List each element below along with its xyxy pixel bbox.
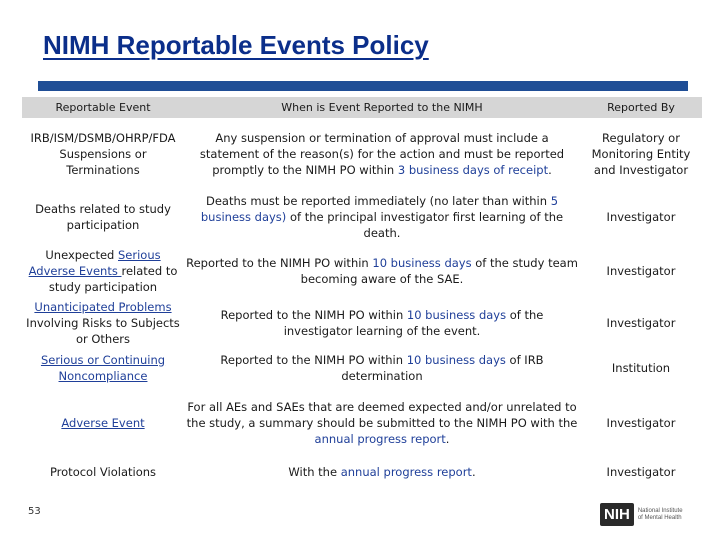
event-cell bbox=[22, 349, 184, 387]
reported-by-cell: Investigator bbox=[606, 464, 676, 479]
event-text: IRB/ISM/DSMB/OHRP/FDA Suspensions or Terminations bbox=[30, 130, 176, 177]
header-reported-by: Reported By bbox=[580, 97, 702, 119]
when-highlight: 3 business days of receipt bbox=[397, 162, 549, 177]
when-cell bbox=[184, 459, 580, 485]
logo-text-line2: of Mental Health bbox=[637, 514, 682, 521]
when-text-end: of the study team becoming aware of the SAE. bbox=[300, 255, 578, 286]
when-text: Reported to the NIMH PO within bbox=[186, 255, 373, 270]
when-highlight: annual progress report bbox=[340, 464, 472, 479]
logo-text-line1: National Institute bbox=[637, 507, 683, 514]
event-cell bbox=[22, 245, 184, 297]
title-divider-bar bbox=[38, 81, 688, 91]
event-cell bbox=[22, 387, 184, 459]
reported-by-cell: Investigator bbox=[606, 209, 676, 224]
when-text: Reported to the NIMH PO within bbox=[220, 307, 407, 322]
table-row bbox=[22, 387, 702, 459]
when-highlight: 5 business days) bbox=[200, 193, 559, 224]
slide-title: NIMH Reportable Events Policy bbox=[43, 30, 429, 60]
table-row bbox=[22, 297, 702, 349]
event-cell bbox=[22, 189, 184, 245]
when-text-end: . bbox=[445, 431, 450, 446]
when-cell bbox=[184, 387, 580, 459]
when-text-end: . bbox=[471, 464, 476, 479]
unanticipated-problems-link[interactable]: Unanticipated Problems bbox=[34, 299, 172, 314]
header-when-reported: When is Event Reported to the NIMH bbox=[184, 97, 580, 119]
when-cell bbox=[184, 189, 580, 245]
when-highlight: 10 business days bbox=[406, 307, 507, 322]
when-text: With the bbox=[288, 464, 341, 479]
table-row bbox=[22, 459, 702, 485]
event-text: Protocol Violations bbox=[49, 464, 157, 479]
when-cell bbox=[184, 245, 580, 297]
event-text-end: Involving Risks to Subjects or Others bbox=[26, 315, 180, 346]
nimh-logo bbox=[600, 501, 712, 528]
reported-by-cell: Investigator bbox=[606, 315, 676, 330]
when-highlight: 10 business days bbox=[372, 255, 472, 270]
reported-by-cell: Institution bbox=[611, 360, 671, 375]
when-cell bbox=[184, 119, 580, 189]
adverse-event-link[interactable]: Adverse Event bbox=[61, 415, 145, 430]
when-text-end: of IRB determination bbox=[341, 352, 544, 383]
when-highlight: annual progress report bbox=[314, 431, 446, 446]
event-text-end: related to study participation bbox=[48, 263, 178, 294]
when-text: Deaths must be reported immediately (no later than within bbox=[205, 193, 551, 208]
when-text: For all AEs and SAEs that are deemed expected and/or unrelated to the study, a summary should be submitted to the NIMH PO with the bbox=[186, 399, 578, 430]
event-text: Deaths related to study participation bbox=[35, 201, 171, 232]
header-reportable-event: Reportable Event bbox=[22, 97, 184, 119]
serious-adverse-events-link[interactable]: Serious Adverse Events bbox=[28, 247, 161, 278]
when-text-end: of the investigator learning of the event. bbox=[283, 307, 544, 338]
reported-by-cell: Regulatory or Monitoring Entity and Investigator bbox=[591, 130, 691, 177]
event-text: Unexpected bbox=[45, 247, 118, 262]
when-text: Reported to the NIMH PO within bbox=[220, 352, 407, 367]
serious-continuing-noncompliance-link[interactable]: Serious or Continuing Noncompliance bbox=[40, 352, 166, 383]
event-cell bbox=[22, 119, 184, 189]
reportable-events-table bbox=[22, 97, 702, 485]
when-highlight: 10 business days bbox=[406, 352, 506, 367]
table-row bbox=[22, 189, 702, 245]
reported-by-cell: Investigator bbox=[606, 415, 676, 430]
when-text-end: . bbox=[548, 162, 552, 177]
when-text: Any suspension or termination of approval must include a statement of the reason(s) for the action and must be reported promptly to the NIMH PO within bbox=[199, 130, 565, 177]
event-cell bbox=[22, 297, 184, 349]
nimh-logo-text bbox=[638, 508, 683, 522]
when-text-end: of the principal investigator first learning of the death. bbox=[286, 209, 564, 240]
event-cell bbox=[22, 459, 184, 485]
table-row bbox=[22, 119, 702, 189]
nih-logo-mark: NIH bbox=[600, 503, 634, 526]
page-number: 53 bbox=[28, 506, 41, 517]
table-row bbox=[22, 245, 702, 297]
reported-by-cell: Investigator bbox=[606, 263, 676, 278]
table-row bbox=[22, 349, 702, 387]
table-header-row bbox=[22, 97, 702, 119]
when-cell bbox=[184, 349, 580, 387]
when-cell bbox=[184, 297, 580, 349]
